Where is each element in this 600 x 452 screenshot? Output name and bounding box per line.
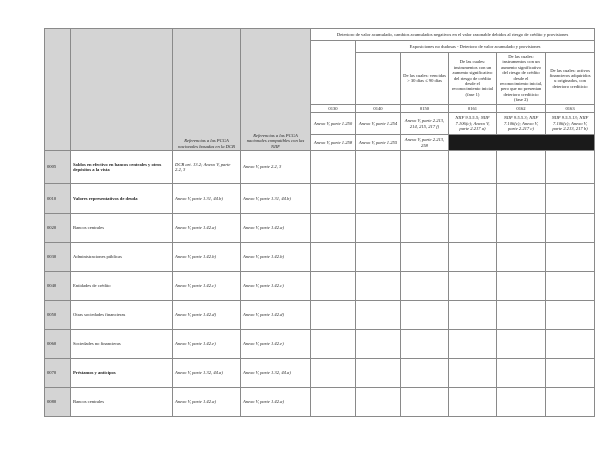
row-code: 0010 [45, 184, 71, 214]
col-ref: NIIF 9.5.5.3; NIIF 7.106(c); Anexo V, parte 2.217 c) [497, 113, 546, 135]
col-ref: NIIF 9.5.5.5; NIIF 7.106(c); Anexo V, parte 2.217 a) [449, 113, 497, 135]
table-row [45, 243, 595, 272]
row-niif-ref: Anexo V, parte 1.42.a) [241, 214, 311, 243]
row-code: 0050 [45, 301, 71, 330]
value-cell[interactable] [546, 330, 595, 359]
value-cell[interactable] [449, 243, 497, 272]
value-cell[interactable] [356, 243, 401, 272]
value-cell[interactable] [356, 301, 401, 330]
col-ref2: Anexo V, parte 1.255 [356, 135, 401, 151]
value-cell[interactable] [311, 359, 356, 388]
col-code: 0130 [311, 104, 356, 112]
deterioro-spacer [311, 41, 356, 105]
value-cell[interactable] [311, 272, 356, 301]
value-cell[interactable] [497, 214, 546, 243]
value-cell[interactable] [497, 151, 546, 184]
row-dcb-ref: Anexo V, parte 1.42.a) [173, 388, 241, 417]
value-cell[interactable] [356, 330, 401, 359]
value-cell[interactable] [449, 214, 497, 243]
col-ref2: Anexo V, parte 1.258 [311, 135, 356, 151]
col-0163-header: De las cuales: activos financieros adquiridos u originados, con deterioro crediticio [546, 53, 595, 105]
value-cell[interactable] [401, 151, 449, 184]
row-label: Otras sociedades financieras [71, 301, 173, 330]
row-dcb-ref: Anexo V, parte 1.42.a) [173, 214, 241, 243]
col-ref: Anexo V, parte 1.250 [311, 113, 356, 135]
row-dcb-ref: Anexo V, parte 1.32, 44.a) [173, 359, 241, 388]
value-cell[interactable] [546, 214, 595, 243]
value-cell[interactable] [497, 272, 546, 301]
row-niif-ref: Anexo V, parte 1.42.e) [241, 330, 311, 359]
deterioro-header: Deterioro de valor acumulado, cambios acumulados negativos en el valor razonable debidos al riesgo de crédito y provisiones [311, 29, 595, 41]
corner-label-cell [71, 29, 173, 151]
col-ref: Anexo V, parte 2.213, 214, 215, 217 f) [401, 113, 449, 135]
col-code: 0162 [497, 104, 546, 112]
col-code: 0163 [546, 104, 595, 112]
expuestas-spacer [356, 53, 401, 105]
value-cell[interactable] [546, 184, 595, 214]
value-cell[interactable] [449, 184, 497, 214]
value-cell[interactable] [356, 214, 401, 243]
value-cell[interactable] [546, 272, 595, 301]
row-dcb-ref: DCB art. 13.2; Anexo V, parte 2.2, 3 [173, 151, 241, 184]
value-cell[interactable] [401, 243, 449, 272]
row-dcb-ref: Anexo V, parte 1.42.d) [173, 301, 241, 330]
value-cell[interactable] [356, 151, 401, 184]
value-cell[interactable] [311, 330, 356, 359]
row-label: Bancos centrales [71, 388, 173, 417]
row-code: 0080 [45, 388, 71, 417]
table-row [45, 301, 595, 330]
value-cell[interactable] [401, 184, 449, 214]
value-cell[interactable] [401, 359, 449, 388]
value-cell[interactable] [401, 330, 449, 359]
row-label: Sociedades no financieras [71, 330, 173, 359]
col-0162-header: De las cuales: instrumentos con un aumento significativo del riesgo de crédito desde el reconocimiento inicial, pero que no presentan deterioro crediticio (fase 2) [497, 53, 546, 105]
value-cell[interactable] [401, 388, 449, 417]
table-row [45, 388, 595, 417]
ref-niif-header: Referencias a las PCGA nacionales compatibles con las NIIF [241, 29, 311, 151]
value-cell[interactable] [311, 184, 356, 214]
row-code: 0020 [45, 214, 71, 243]
row-code: 0070 [45, 359, 71, 388]
value-cell[interactable] [449, 330, 497, 359]
value-cell[interactable] [546, 151, 595, 184]
value-cell[interactable] [401, 214, 449, 243]
value-cell[interactable] [546, 359, 595, 388]
col-code: 0150 [401, 104, 449, 112]
ref-dcb-header: Referencias a las PCGA nacionales basadas en la DCB [173, 29, 241, 151]
table-row [45, 151, 595, 184]
row-niif-ref: Anexo V, parte 1.42.c) [241, 272, 311, 301]
value-cell[interactable] [401, 301, 449, 330]
value-cell[interactable] [497, 243, 546, 272]
value-cell[interactable] [311, 301, 356, 330]
value-cell[interactable] [356, 388, 401, 417]
value-cell[interactable] [546, 243, 595, 272]
row-label: Bancos centrales [71, 214, 173, 243]
value-cell[interactable] [497, 301, 546, 330]
value-cell[interactable] [356, 272, 401, 301]
value-cell[interactable] [497, 184, 546, 214]
value-cell[interactable] [356, 184, 401, 214]
row-code: 0005 [45, 151, 71, 184]
value-cell[interactable] [311, 388, 356, 417]
row-niif-ref: Anexo V, parte 1.42.b) [241, 243, 311, 272]
value-cell[interactable] [311, 214, 356, 243]
value-cell[interactable] [401, 272, 449, 301]
value-cell[interactable] [497, 388, 546, 417]
value-cell[interactable] [449, 359, 497, 388]
row-niif-ref: Anexo V, parte 1.32, 44.a) [241, 359, 311, 388]
col-code: 0161 [449, 104, 497, 112]
col-0150-header: De las cuales: vencidas > 30 días ≤ 90 días [401, 53, 449, 105]
row-code: 0060 [45, 330, 71, 359]
col-ref2: Anexo V, parte 2.213, 258 [401, 135, 449, 151]
row-dcb-ref: Anexo V, parte 1.42.b) [173, 243, 241, 272]
blocked-cells [449, 135, 595, 151]
row-label: Administraciones públicas [71, 243, 173, 272]
table-row [45, 184, 595, 214]
corner-code-cell [45, 29, 71, 151]
col-0161-header: De las cuales: instrumentos con un aumento significativo del riesgo de crédito desde el reconocimiento inicial (fase 1) [449, 53, 497, 105]
row-label: Préstamos y anticipos [71, 359, 173, 388]
row-niif-ref: Anexo V, parte 1.42.a) [241, 388, 311, 417]
value-cell[interactable] [449, 388, 497, 417]
row-niif-ref: Anexo V, parte 1.42.d) [241, 301, 311, 330]
data-table [44, 28, 595, 417]
table-row [45, 214, 595, 243]
value-cell[interactable] [311, 151, 356, 184]
table-row [45, 359, 595, 388]
col-ref: NIIF 9.5.5.13; NIIF 7.106(c); Anexo V, parte 2.213, 217 b) [546, 113, 595, 135]
value-cell[interactable] [497, 330, 546, 359]
value-cell[interactable] [311, 243, 356, 272]
row-dcb-ref: Anexo V, parte 1.31, 44.b) [173, 184, 241, 214]
row-niif-ref: Anexo V, parte 1.31, 44.b) [241, 184, 311, 214]
value-cell[interactable] [497, 359, 546, 388]
row-label: Saldos en efectivo en bancos centrales y otros depósitos a la vista [71, 151, 173, 184]
row-code: 0040 [45, 272, 71, 301]
col-code: 0140 [356, 104, 401, 112]
row-dcb-ref: Anexo V, parte 1.42.e) [173, 330, 241, 359]
table-row [45, 272, 595, 301]
row-label: Valores representativos de deuda [71, 184, 173, 214]
row-label: Entidades de crédito [71, 272, 173, 301]
row-dcb-ref: Anexo V, parte 1.42.c) [173, 272, 241, 301]
value-cell[interactable] [449, 151, 497, 184]
col-ref: Anexo V, parte 1.254 [356, 113, 401, 135]
value-cell[interactable] [449, 272, 497, 301]
value-cell[interactable] [546, 388, 595, 417]
row-niif-ref: Anexo V, parte 2.2, 3 [241, 151, 311, 184]
row-code: 0030 [45, 243, 71, 272]
value-cell[interactable] [449, 301, 497, 330]
expuestas-header: Exposiciones no dudosas - Deterioro de valor acumulado y provisiones [356, 41, 595, 53]
table-row [45, 330, 595, 359]
value-cell[interactable] [546, 301, 595, 330]
value-cell[interactable] [356, 359, 401, 388]
